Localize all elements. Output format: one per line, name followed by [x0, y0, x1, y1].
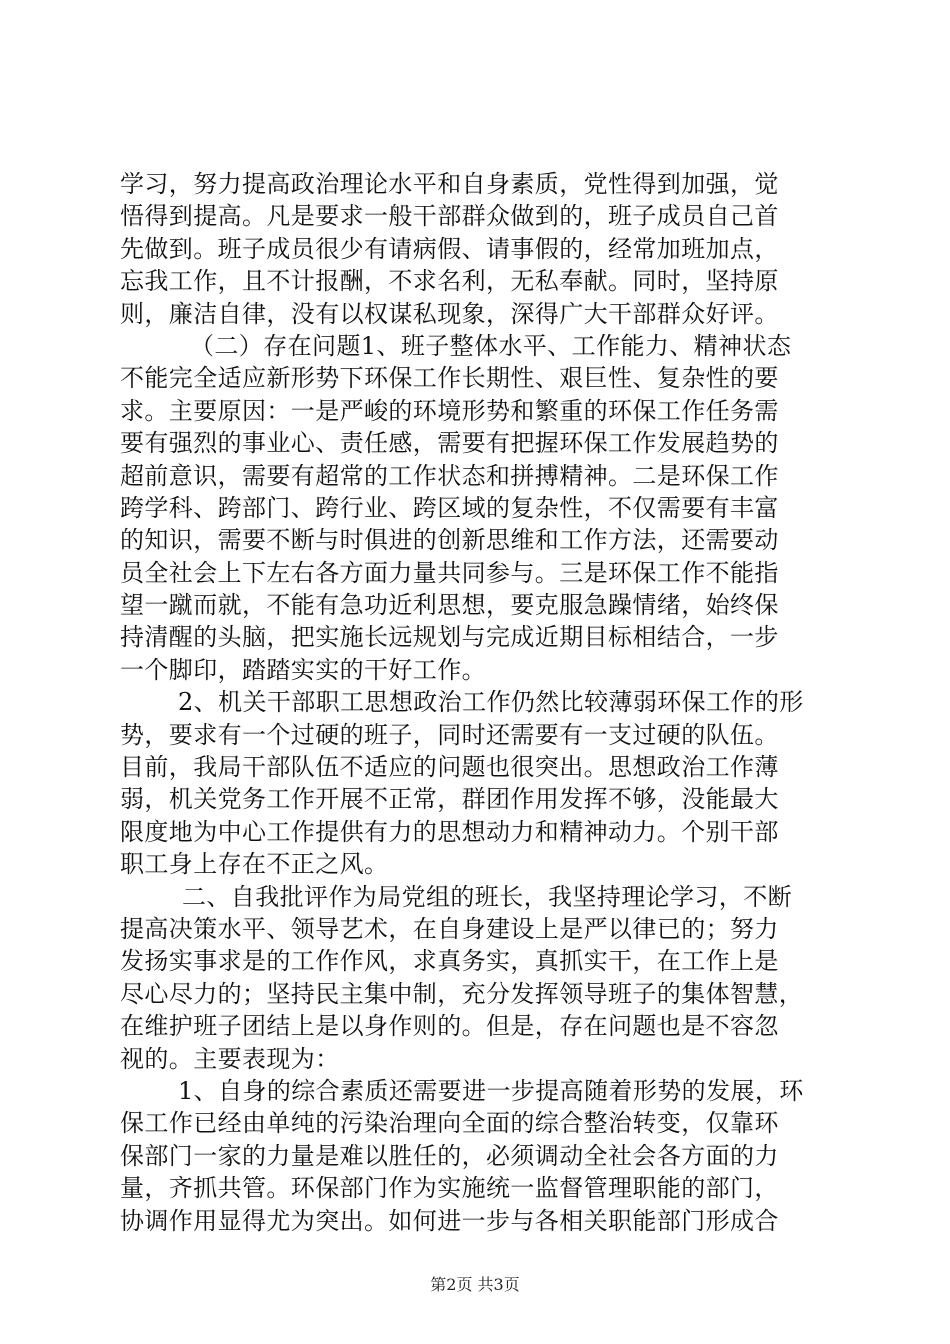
paragraph-start-line: （二）存在问题1、班子整体水平、工作能力、精神状态: [190, 331, 792, 360]
text-line: 限度地为中心工作提供有力的思想动力和精神动力。个别干部: [120, 817, 779, 846]
text-line: 望一蹴而就，不能有急功近利思想，要克服急躁情绪，始终保: [120, 591, 779, 620]
text-line: 学习，努力提高政治理论水平和自身素质，党性得到加强，觉: [120, 170, 779, 198]
text-line: 势，要求有一个过硬的班子，同时还需要有一支过硬的队伍。: [120, 720, 779, 749]
text-line: 求。主要原因：一是严峻的环境形势和繁重的环保工作任务需: [120, 396, 779, 425]
text-line: 提高决策水平、领导艺术，在自身建设上是严以律已的；努力: [120, 914, 779, 943]
text-line: 协调作用显得尤为突出。如何进一步与各相关职能部门形成合: [120, 1206, 779, 1235]
document-body: [120, 168, 832, 1237]
text-line: 视的。主要表现为：: [120, 1044, 340, 1073]
text-line: 职工身上存在不正之风。: [120, 850, 389, 879]
paragraph-start-line: 二、自我批评作为局党组的班长，我坚持理论学习，不断: [182, 882, 792, 911]
text-line: 发扬实事求是的工作作风，求真务实，真抓实干，在工作上是: [120, 947, 779, 976]
text-line: 的知识，需要不断与时俱进的创新思维和工作方法，还需要动: [120, 526, 779, 555]
page-number-footer: 第2页 共3页: [430, 1275, 520, 1294]
text-line: 弱，机关党务工作开展不正常，群团作用发挥不够，没能最大: [120, 785, 779, 814]
text-line: 持清醒的头脑，把实施长远规划与完成近期目标相结合，一步: [120, 623, 779, 652]
text-line: 量，齐抓共管。环保部门作为实施统一监督管理职能的部门，: [120, 1174, 779, 1203]
paragraph-start-line: 2、机关干部职工思想政治工作仍然比较薄弱环保工作的形: [178, 688, 804, 717]
text-line: 要有强烈的事业心、责任感，需要有把握环保工作发展趋势的: [120, 429, 779, 458]
text-line: 忘我工作，且不计报酬，不求名利，无私奉献。同时，坚持原: [120, 267, 779, 296]
paragraph-start-line: 1、自身的综合素质还需要进一步提高随着形势的发展，环: [178, 1076, 804, 1105]
text-line: 尽心尽力的；坚持民主集中制，充分发挥领导班子的集体智慧，: [120, 979, 804, 1008]
text-line: 保部门一家的力量是难以胜任的，必须调动全社会各方面的力: [120, 1141, 779, 1170]
text-line: 不能完全适应新形势下环保工作长期性、艰巨性、复杂性的要: [120, 364, 779, 393]
text-line: 保工作已经由单纯的污染治理向全面的综合整治转变，仅靠环: [120, 1109, 779, 1138]
text-line: 在维护班子团结上是以身作则的。但是，存在问题也是不容忽: [120, 1012, 779, 1041]
text-line: 一个脚印，踏踏实实的干好工作。: [120, 655, 486, 684]
text-line: 则，廉洁自律，没有以权谋私现象，深得广大干部群众好评。: [120, 299, 779, 328]
text-line: 跨学科、跨部门、跨行业、跨区域的复杂性，不仅需要有丰富: [120, 493, 779, 522]
text-line: 超前意识，需要有超常的工作状态和拼搏精神。二是环保工作: [120, 461, 779, 490]
text-line: 先做到。班子成员很少有请病假、请事假的，经常加班加点，: [120, 234, 779, 263]
text-line: 目前，我局干部队伍不适应的问题也很突出。思想政治工作薄: [120, 753, 779, 782]
text-line: 悟得到提高。凡是要求一般干部群众做到的，班子成员自己首: [120, 202, 779, 231]
text-line: 员全社会上下左右各方面力量共同参与。三是环保工作不能指: [120, 558, 779, 587]
